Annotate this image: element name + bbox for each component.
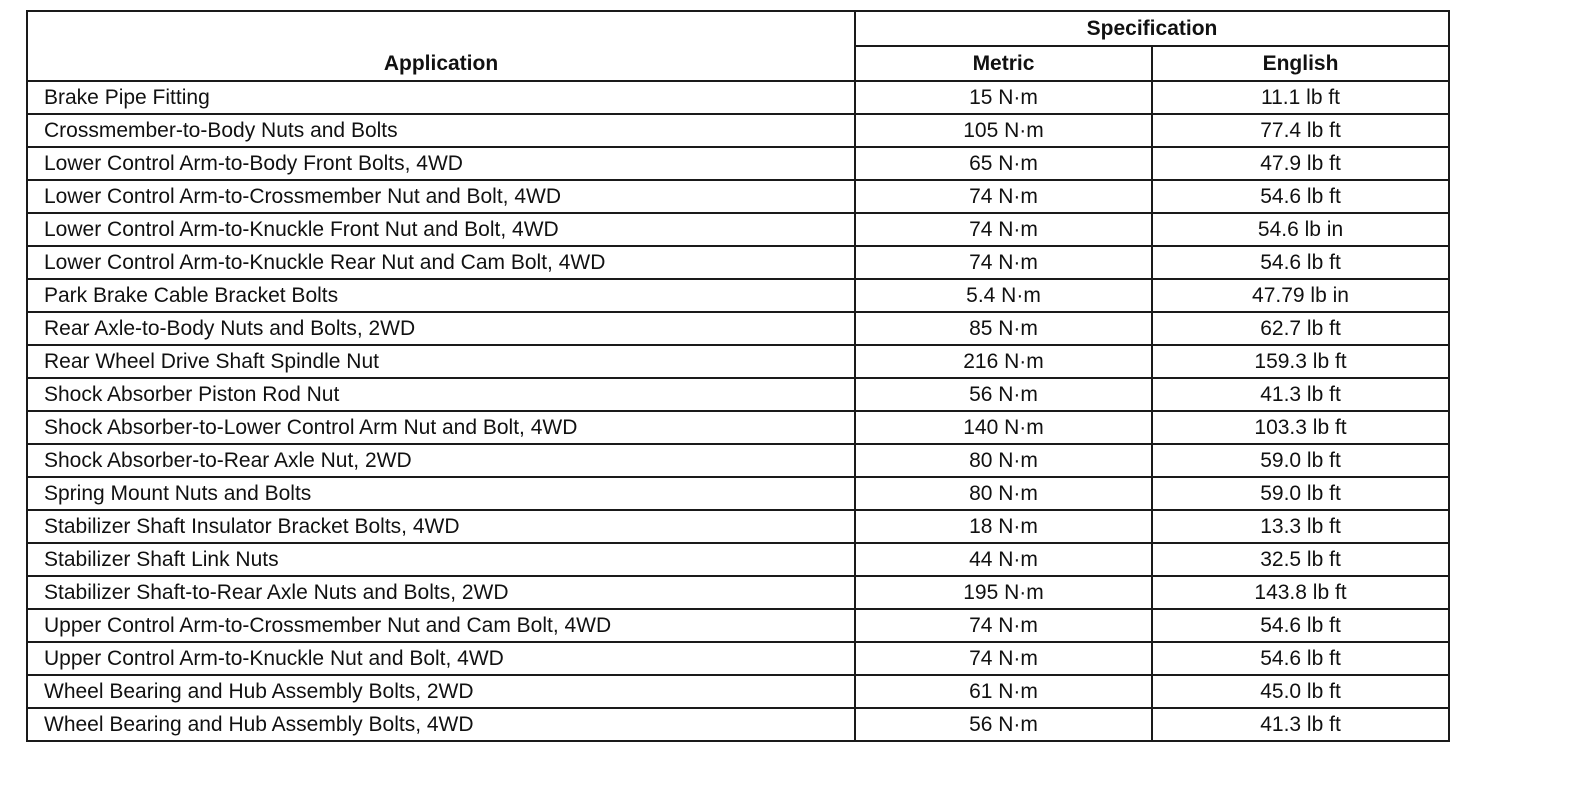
english-cell: 32.5 lb ft (1152, 543, 1449, 576)
application-cell: Lower Control Arm-to-Knuckle Front Nut and Bolt, 4WD (27, 213, 855, 246)
application-cell: Lower Control Arm-to-Crossmember Nut and Bolt, 4WD (27, 180, 855, 213)
english-cell: 54.6 lb ft (1152, 180, 1449, 213)
metric-header: Metric (855, 46, 1152, 81)
application-cell: Brake Pipe Fitting (27, 81, 855, 114)
metric-cell: 61 N·m (855, 675, 1152, 708)
metric-cell: 105 N·m (855, 114, 1152, 147)
english-cell: 103.3 lb ft (1152, 411, 1449, 444)
metric-cell: 5.4 N·m (855, 279, 1152, 312)
metric-cell: 74 N·m (855, 642, 1152, 675)
application-cell: Park Brake Cable Bracket Bolts (27, 279, 855, 312)
english-cell: 13.3 lb ft (1152, 510, 1449, 543)
application-cell: Spring Mount Nuts and Bolts (27, 477, 855, 510)
english-cell: 45.0 lb ft (1152, 675, 1449, 708)
table-row (27, 510, 1449, 543)
english-cell: 62.7 lb ft (1152, 312, 1449, 345)
table-row (27, 246, 1449, 279)
metric-cell: 195 N·m (855, 576, 1152, 609)
metric-cell: 80 N·m (855, 444, 1152, 477)
torque-spec-table (26, 10, 1450, 742)
table-row (27, 147, 1449, 180)
english-cell: 159.3 lb ft (1152, 345, 1449, 378)
english-cell: 77.4 lb ft (1152, 114, 1449, 147)
application-cell: Stabilizer Shaft-to-Rear Axle Nuts and Bolts, 2WD (27, 576, 855, 609)
metric-cell: 74 N·m (855, 609, 1152, 642)
application-cell: Lower Control Arm-to-Knuckle Rear Nut and Cam Bolt, 4WD (27, 246, 855, 279)
metric-cell: 140 N·m (855, 411, 1152, 444)
english-cell: 54.6 lb ft (1152, 609, 1449, 642)
english-cell: 41.3 lb ft (1152, 378, 1449, 411)
english-cell: 143.8 lb ft (1152, 576, 1449, 609)
metric-cell: 74 N·m (855, 246, 1152, 279)
metric-cell: 80 N·m (855, 477, 1152, 510)
metric-cell: 74 N·m (855, 180, 1152, 213)
application-cell: Stabilizer Shaft Link Nuts (27, 543, 855, 576)
metric-cell: 65 N·m (855, 147, 1152, 180)
english-cell: 47.9 lb ft (1152, 147, 1449, 180)
english-cell: 54.6 lb ft (1152, 642, 1449, 675)
table-row (27, 180, 1449, 213)
table-row (27, 642, 1449, 675)
table-row (27, 114, 1449, 147)
table-header (27, 11, 1449, 81)
metric-cell: 15 N·m (855, 81, 1152, 114)
english-cell: 54.6 lb in (1152, 213, 1449, 246)
table-row (27, 708, 1449, 741)
metric-cell: 56 N·m (855, 708, 1152, 741)
metric-cell: 216 N·m (855, 345, 1152, 378)
metric-cell: 56 N·m (855, 378, 1152, 411)
table-row (27, 312, 1449, 345)
metric-cell: 74 N·m (855, 213, 1152, 246)
table-row (27, 345, 1449, 378)
table-row (27, 609, 1449, 642)
table-row (27, 477, 1449, 510)
application-cell: Wheel Bearing and Hub Assembly Bolts, 2WD (27, 675, 855, 708)
application-cell: Wheel Bearing and Hub Assembly Bolts, 4WD (27, 708, 855, 741)
english-cell: 11.1 lb ft (1152, 81, 1449, 114)
english-cell: 47.79 lb in (1152, 279, 1449, 312)
table-row (27, 378, 1449, 411)
table-row (27, 444, 1449, 477)
application-cell: Stabilizer Shaft Insulator Bracket Bolts, 4WD (27, 510, 855, 543)
table-body (27, 81, 1449, 741)
application-cell: Upper Control Arm-to-Knuckle Nut and Bolt, 4WD (27, 642, 855, 675)
english-cell: 41.3 lb ft (1152, 708, 1449, 741)
table-row (27, 411, 1449, 444)
english-cell: 59.0 lb ft (1152, 444, 1449, 477)
application-header: Application (27, 11, 855, 81)
table-row (27, 213, 1449, 246)
specification-header: Specification (855, 11, 1449, 46)
application-cell: Shock Absorber Piston Rod Nut (27, 378, 855, 411)
application-cell: Rear Axle-to-Body Nuts and Bolts, 2WD (27, 312, 855, 345)
application-cell: Lower Control Arm-to-Body Front Bolts, 4WD (27, 147, 855, 180)
application-cell: Shock Absorber-to-Rear Axle Nut, 2WD (27, 444, 855, 477)
application-cell: Upper Control Arm-to-Crossmember Nut and Cam Bolt, 4WD (27, 609, 855, 642)
metric-cell: 44 N·m (855, 543, 1152, 576)
english-cell: 54.6 lb ft (1152, 246, 1449, 279)
english-header: English (1152, 46, 1449, 81)
english-cell: 59.0 lb ft (1152, 477, 1449, 510)
table-row (27, 81, 1449, 114)
metric-cell: 85 N·m (855, 312, 1152, 345)
application-cell: Rear Wheel Drive Shaft Spindle Nut (27, 345, 855, 378)
metric-cell: 18 N·m (855, 510, 1152, 543)
table-row (27, 279, 1449, 312)
table-row (27, 576, 1449, 609)
table-row (27, 675, 1449, 708)
application-cell: Crossmember-to-Body Nuts and Bolts (27, 114, 855, 147)
application-cell: Shock Absorber-to-Lower Control Arm Nut and Bolt, 4WD (27, 411, 855, 444)
table-row (27, 543, 1449, 576)
